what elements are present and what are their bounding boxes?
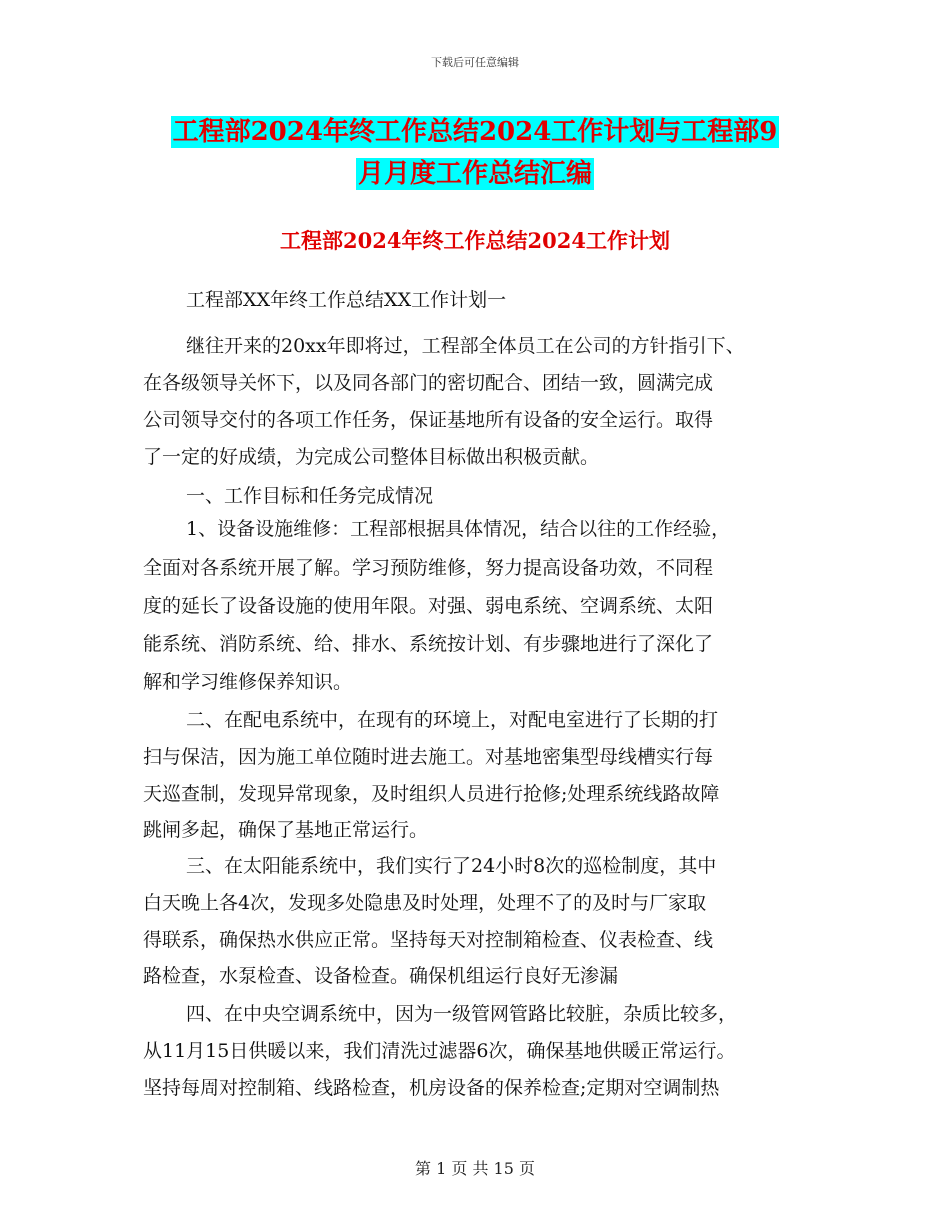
body-line: 1、设备设施维修：工程部根据具体情况，结合以往的工作经验， [186, 518, 731, 540]
section-title: 工程部2024年终工作总结2024工作计划 [280, 228, 670, 253]
body-line: 天巡查制，发现异常现象，及时组织人员进行抢修;处理系统线路故障 [143, 783, 720, 805]
body-line: 跳闸多起，确保了基地正常运行。 [143, 819, 429, 841]
main-title-line-2 [0, 159, 950, 189]
body-line: 在各级领导关怀下，以及同各部门的密切配合、团结一致，圆满完成 [143, 372, 714, 394]
body-line: 三、在太阳能系统中，我们实行了24小时8次的巡检制度，其中 [186, 855, 717, 877]
body-line: 了一定的好成绩，为完成公司整体目标做出积极贡献。 [143, 446, 600, 468]
body-line: 工程部XX年终工作总结XX工作计划一 [186, 289, 507, 311]
body-line: 扫与保洁，因为施工单位随时进去施工。对基地密集型母线槽实行每 [143, 746, 714, 768]
body-line: 解和学习维修保养知识。 [143, 671, 353, 693]
body-line: 坚持每周对控制箱、线路检查，机房设备的保养检查;定期对空调制热 [143, 1077, 720, 1099]
main-title-text-2: 月月度工作总结汇编 [357, 159, 592, 189]
body-line: 全面对各系统开展了解。学习预防维修，努力提高设备功效，不同程 [143, 557, 714, 579]
body-line: 从11月15日供暖以来，我们清洗过滤器6次，确保基地供暖正常运行。 [143, 1040, 736, 1062]
body-line: 白天晚上各4次，发现多处隐患及时处理，处理不了的及时与厂家取 [143, 892, 707, 914]
main-title-text-1: 工程部2024年终工作总结2024工作计划与工程部9 [172, 117, 778, 147]
body-line: 一、工作目标和任务完成情况 [186, 485, 434, 507]
main-title-line-1 [0, 117, 950, 147]
body-line: 四、在中央空调系统中，因为一级管网管路比较脏，杂质比较多， [186, 1003, 738, 1025]
body-line: 公司领导交付的各项工作任务，保证基地所有设备的安全运行。取得 [143, 409, 714, 431]
body-line: 继往开来的20xx年即将过，工程部全体员工在公司的方针指引下、 [186, 335, 745, 357]
body-line: 度的延长了设备设施的使用年限。对强、弱电系统、空调系统、太阳 [143, 595, 714, 617]
header-note: 下载后可任意编辑 [431, 56, 519, 69]
body-line: 得联系，确保热水供应正常。坚持每天对控制箱检查、仪表检查、线 [143, 929, 714, 951]
body-line: 路检查，水泵检查、设备检查。确保机组运行良好无渗漏 [143, 965, 619, 987]
body-line: 二、在配电系统中，在现有的环境上，对配电室进行了长期的打 [186, 709, 719, 731]
body-line: 能系统、消防系统、给、排水、系统按计划、有步骤地进行了深化了 [143, 633, 714, 655]
page-footer: 第 1 页 共 15 页 [415, 1159, 535, 1178]
